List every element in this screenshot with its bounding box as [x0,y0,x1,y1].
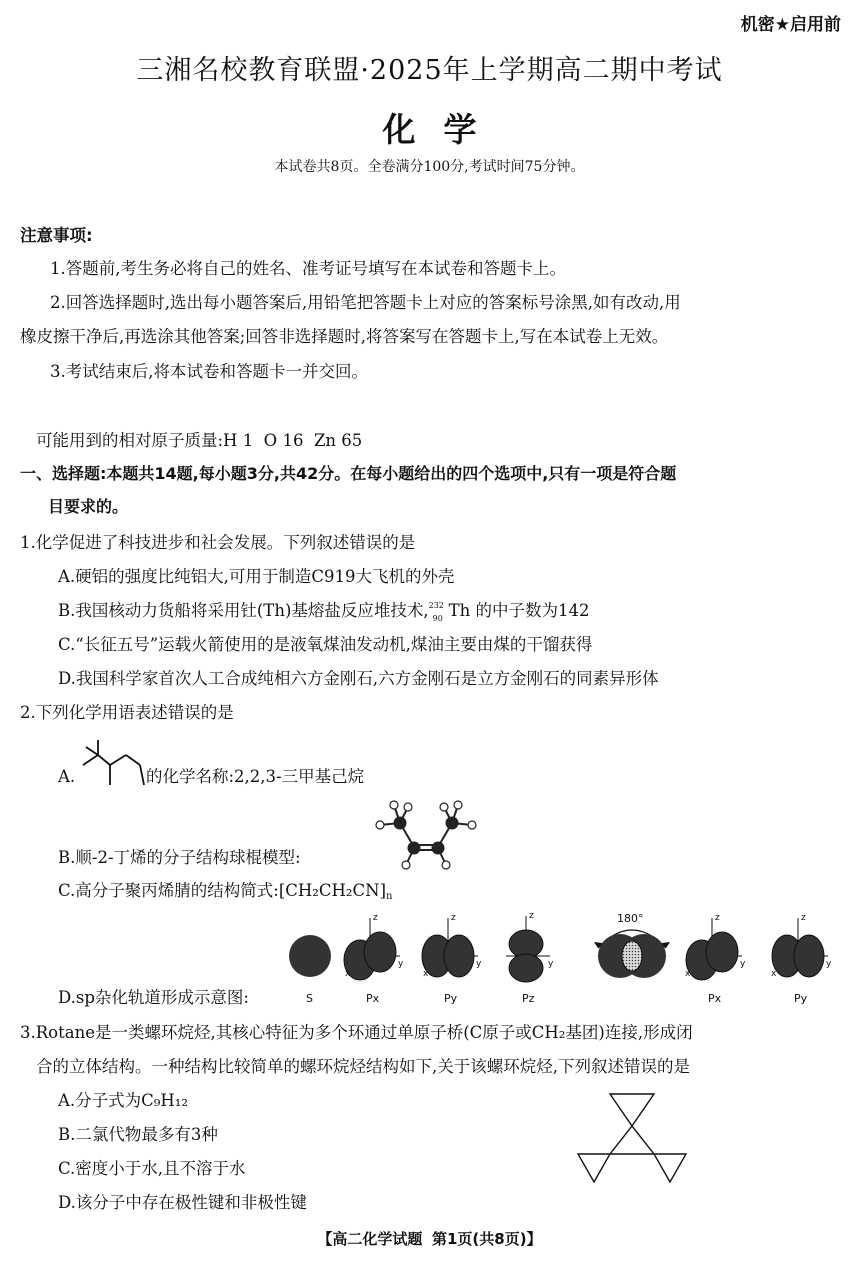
q2-option-a: 的化学名称:2,2,3-三甲基己烷 [146,767,365,786]
confidential-label: 机密★启用前 [740,15,841,35]
q1-stem: 1.化学促进了科技进步和社会发展。下列叙述错误的是 [20,533,416,552]
q3-option-b: B.二氯代物最多有3种 [58,1125,218,1144]
px-orbital-remaining [686,918,742,980]
svg-text:x: x [771,969,777,979]
py-orbital [422,918,478,977]
notice-item-2: 2.回答选择题时,选出每小题答案后,用铅笔把答题卡上对应的答案标号涂黑,如有改动,用 [50,293,681,312]
pz-orbital [506,916,550,982]
svg-text:y: y [740,959,746,969]
svg-text:z: z [373,913,378,923]
rotane-structure [572,1088,692,1188]
q3-option-d: D.该分子中存在极性键和非极性键 [58,1193,307,1212]
section1-heading-cont: 目要求的。 [48,497,129,516]
py-orbital-remaining [772,918,828,977]
q3-option-a: A.分子式为C₉H₁₂ [58,1091,189,1110]
sp-hybridization-diagram [280,908,840,1008]
orbital-label-s: S [306,992,313,1005]
q2-option-b: B.顺-2-丁烯的分子结构球棍模型: [58,848,301,867]
cis-2-butene-ball-stick-model [366,795,486,875]
svg-text:y: y [826,959,832,969]
section1-heading: 一、选择题:本题共14题,每小题3分,共42分。在每小题给出的四个选项中,只有一项是符合题 [20,464,677,483]
svg-text:x: x [423,969,429,979]
q3-stem-cont: 合的立体结构。一种结构比较简单的螺环烷烃结构如下,关于该螺环烷烃,下列叙述错误的是 [36,1057,690,1076]
page-footer: 【高二化学试题 第1页(共8页)】 [317,1230,542,1248]
q1-option-a: A.硬铝的强度比纯铝大,可用于制造C919大飞机的外壳 [58,567,455,586]
polyacrylonitrile-formula: [CH₂CH₂CN] [278,881,387,900]
svg-text:z: z [801,913,806,923]
svg-text:y: y [548,959,554,969]
angle-label: 180° [617,912,644,925]
q1-option-b: B.我国核动力货船将采用钍(Th)基熔盐反应堆技术, 232 90 Th 的中子数为142 [58,600,590,623]
orbital-label-py: Py [444,992,458,1005]
q3-stem: 3.Rotane是一类螺环烷烃,其核心特征为多个环通过单原子桥(C原子或CH₂基团)连接,形成闭 [20,1023,693,1042]
notice-item-2-cont: 橡皮擦干净后,再选涂其他答案;回答非选择题时,将答案写在答题卡上,写在本试卷上无效。 [20,327,669,346]
q2-option-d: D.sp杂化轨道形成示意图: [58,988,249,1007]
q3-option-c: C.密度小于水,且不溶于水 [58,1159,246,1178]
s-orbital-sphere [289,935,331,977]
q1-option-d: D.我国科学家首次人工合成纯相六方金刚石,六方金刚石是立方金刚石的同素异形体 [58,669,659,688]
subject-title: 化学 [382,110,505,149]
orbital-label-pz: Pz [522,992,535,1005]
svg-text:y: y [476,959,482,969]
orbital-label-px-2: Px [708,992,722,1005]
svg-text:y: y [398,959,404,969]
orbital-label-px: Px [366,992,380,1005]
q2-option-c: C.高分子聚丙烯腈的结构简式$:[CH_2CH_2CN]_n$ [58,881,393,902]
orbital-label-py-2: Py [794,992,808,1005]
svg-text:x: x [685,969,691,979]
svg-text:x: x [345,969,351,979]
atomic-masses: 可能用到的相对原子质量:H 1 O 16 Zn 65 [36,431,363,450]
px-orbital [344,918,400,980]
notice-item-1: 1.答题前,考生务必将自己的姓名、准考证号填写在本试卷和答题卡上。 [50,259,566,278]
notice-item-3: 3.考试结束后,将本试卷和答题卡一并交回。 [50,362,368,381]
thorium-isotope: 232 90 [428,600,444,623]
exam-info: 本试卷共8页。全卷满分100分,考试时间75分钟。 [274,159,585,175]
svg-text:z: z [529,911,534,921]
exam-title: 三湘名校教育联盟·2025年上学期高二期中考试 [136,55,723,86]
q2-option-a-label: A. [58,767,76,786]
svg-text:z: z [451,913,456,923]
q2-stem: 2.下列化学用语表述错误的是 [20,703,234,722]
trimethylhexane-skeletal-formula [78,735,148,790]
q1-option-c: C.“长征五号”运载火箭使用的是液氧煤油发动机,煤油主要由煤的干馏获得 [58,635,593,654]
svg-text:z: z [715,913,720,923]
notice-heading: 注意事项: [20,226,93,245]
sp-hybrid-orbital [594,930,670,978]
